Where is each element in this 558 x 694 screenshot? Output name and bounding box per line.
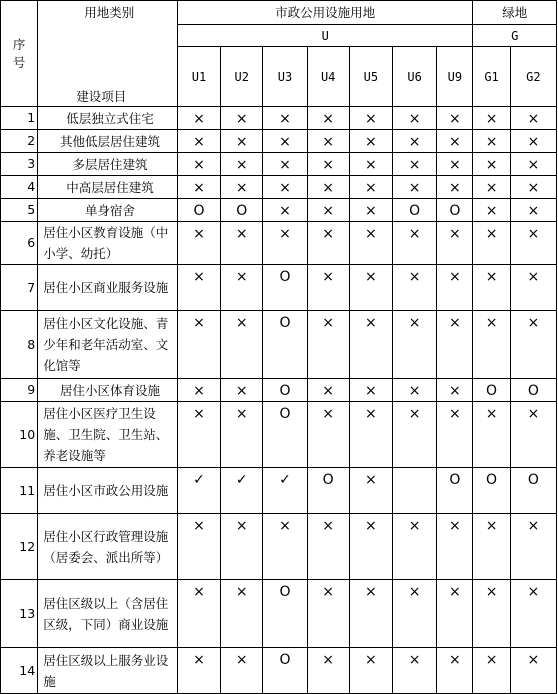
row-number: 8: [1, 311, 38, 379]
permission-mark: ×: [307, 222, 349, 265]
project-name: 居住区级以上服务业设施: [38, 648, 178, 694]
permission-mark: ×: [263, 514, 307, 580]
permission-mark: ×: [307, 402, 349, 468]
row-number: 2: [1, 130, 38, 153]
code-header: U6: [393, 47, 437, 107]
code-header: U3: [263, 47, 307, 107]
permission-mark: ×: [307, 648, 349, 694]
project-name: 其他低层居住建筑: [38, 130, 178, 153]
permission-mark: ×: [393, 514, 437, 580]
permission-mark: ×: [473, 265, 510, 311]
row-number: 6: [1, 222, 38, 265]
permission-mark: ×: [437, 176, 473, 199]
row-number: 5: [1, 199, 38, 222]
permission-mark: O: [263, 379, 307, 402]
project-name: 居住区级以上（含居住区级，下同）商业设施: [38, 580, 178, 648]
permission-mark: ×: [473, 130, 510, 153]
permission-mark: O: [263, 648, 307, 694]
permission-mark: ×: [349, 222, 392, 265]
permission-mark: O: [263, 311, 307, 379]
permission-mark: ×: [510, 514, 556, 580]
permission-mark: ×: [510, 176, 556, 199]
table-row: [1, 402, 557, 468]
permission-mark: O: [393, 199, 437, 222]
permission-mark: ×: [221, 648, 263, 694]
permission-mark: ×: [510, 311, 556, 379]
permission-mark: ×: [263, 199, 307, 222]
permission-mark: ×: [349, 199, 392, 222]
permission-mark: ×: [307, 580, 349, 648]
table-row: [1, 514, 557, 580]
permission-mark: O: [263, 580, 307, 648]
project-name: 中高层居住建筑: [38, 176, 178, 199]
permission-mark: ×: [221, 265, 263, 311]
permission-mark: ×: [437, 153, 473, 176]
permission-mark: ×: [349, 153, 392, 176]
permission-mark: ×: [393, 222, 437, 265]
row-number: 4: [1, 176, 38, 199]
project-name: 居住小区商业服务设施: [38, 265, 178, 311]
permission-mark: ×: [437, 130, 473, 153]
project-label: 建设项目: [76, 89, 127, 104]
permission-mark: ×: [473, 402, 510, 468]
permission-mark: ✓: [221, 468, 263, 514]
category-header: [38, 1, 178, 107]
permission-mark: ×: [510, 648, 556, 694]
permission-mark: ×: [221, 514, 263, 580]
permission-mark: ×: [221, 153, 263, 176]
table-row: [1, 222, 557, 265]
group-g-header: 绿地: [473, 1, 557, 25]
permission-mark: ×: [473, 199, 510, 222]
permission-mark: ×: [437, 514, 473, 580]
permission-mark: O: [307, 468, 349, 514]
row-number: 7: [1, 265, 38, 311]
permission-mark: ×: [393, 402, 437, 468]
permission-mark: ×: [307, 311, 349, 379]
permission-mark: ×: [437, 379, 473, 402]
land-type-label: 用地类别: [84, 5, 135, 20]
permission-mark: ×: [177, 580, 220, 648]
row-number: 11: [1, 468, 38, 514]
table-row: [1, 176, 557, 199]
permission-mark: ×: [307, 379, 349, 402]
permission-mark: ×: [221, 130, 263, 153]
table-row: [1, 379, 557, 402]
permission-mark: ×: [177, 107, 220, 130]
permission-mark: ×: [349, 176, 392, 199]
permission-mark: ×: [393, 580, 437, 648]
table-row: [1, 580, 557, 648]
project-name: 单身宿舍: [38, 199, 178, 222]
permission-mark: ×: [349, 379, 392, 402]
row-number: 1: [1, 107, 38, 130]
permission-mark: ×: [177, 265, 220, 311]
project-name: 低层独立式住宅: [38, 107, 178, 130]
permission-mark: ×: [349, 107, 392, 130]
permission-mark: ×: [177, 402, 220, 468]
table-row: [1, 468, 557, 514]
permission-mark: ×: [437, 402, 473, 468]
permission-mark: ×: [510, 107, 556, 130]
row-number: 14: [1, 648, 38, 694]
permission-mark: ×: [393, 379, 437, 402]
permission-mark: ×: [510, 153, 556, 176]
permission-mark: ×: [393, 176, 437, 199]
permission-mark: ×: [221, 402, 263, 468]
code-header: G2: [510, 47, 556, 107]
permission-mark: ×: [437, 648, 473, 694]
permission-mark: ×: [177, 222, 220, 265]
permission-mark: ×: [510, 130, 556, 153]
table-row: [1, 153, 557, 176]
permission-mark: ×: [263, 176, 307, 199]
row-number: 9: [1, 379, 38, 402]
code-header: U2: [221, 47, 263, 107]
permission-mark: ✓: [177, 468, 220, 514]
project-name: 居住小区医疗卫生设施、卫生院、卫生站、养老设施等: [38, 402, 178, 468]
row-number: 13: [1, 580, 38, 648]
permission-mark: O: [263, 402, 307, 468]
permission-mark: ×: [263, 107, 307, 130]
permission-mark: ×: [221, 379, 263, 402]
permission-mark: O: [510, 379, 556, 402]
permission-mark: ×: [177, 176, 220, 199]
permission-mark: ×: [349, 580, 392, 648]
permission-mark: ×: [473, 648, 510, 694]
permission-mark: O: [221, 199, 263, 222]
permission-mark: ×: [473, 580, 510, 648]
project-name: 多层居住建筑: [38, 153, 178, 176]
permission-mark: ×: [177, 379, 220, 402]
permission-mark: ×: [349, 311, 392, 379]
code-header: U9: [437, 47, 473, 107]
permission-mark: ×: [221, 222, 263, 265]
permission-mark: O: [473, 468, 510, 514]
permission-mark: ×: [437, 580, 473, 648]
permission-mark: ×: [437, 311, 473, 379]
permission-mark: ×: [393, 265, 437, 311]
permission-mark: ×: [263, 130, 307, 153]
permission-mark: ×: [349, 468, 392, 514]
permission-mark: ×: [473, 222, 510, 265]
code-header: U4: [307, 47, 349, 107]
permission-mark: ×: [177, 648, 220, 694]
code-header: G1: [473, 47, 510, 107]
permission-mark: ×: [307, 176, 349, 199]
table-row: [1, 107, 557, 130]
permission-mark: ×: [307, 130, 349, 153]
project-name: 居住小区体育设施: [38, 379, 178, 402]
permission-mark: ×: [349, 514, 392, 580]
code-g: G: [473, 25, 557, 47]
permission-mark: ×: [393, 648, 437, 694]
code-header: U1: [177, 47, 220, 107]
permission-mark: O: [263, 265, 307, 311]
permission-mark: ×: [177, 514, 220, 580]
permission-mark: ×: [393, 107, 437, 130]
permission-mark: ×: [473, 176, 510, 199]
code-u: U: [177, 25, 473, 47]
row-number: 12: [1, 514, 38, 580]
table-row: [1, 265, 557, 311]
table-row: [1, 130, 557, 153]
permission-mark: O: [510, 468, 556, 514]
row-number: 10: [1, 402, 38, 468]
permission-mark: ×: [263, 153, 307, 176]
permission-mark: ×: [393, 130, 437, 153]
permission-mark: ×: [177, 153, 220, 176]
permission-mark: ✓: [263, 468, 307, 514]
table-row: [1, 199, 557, 222]
seq-header: 序 号: [1, 1, 38, 107]
permission-mark: ×: [473, 311, 510, 379]
permission-mark: ×: [177, 311, 220, 379]
permission-mark: ×: [263, 222, 307, 265]
row-number: 3: [1, 153, 38, 176]
permission-mark: ×: [393, 153, 437, 176]
permission-mark: ×: [510, 402, 556, 468]
permission-mark: ×: [307, 265, 349, 311]
project-name: 居住小区行政管理设施（居委会、派出所等）: [38, 514, 178, 580]
permission-mark: ×: [510, 199, 556, 222]
permission-mark: ×: [307, 199, 349, 222]
permission-mark: ×: [473, 514, 510, 580]
permission-mark: ×: [437, 222, 473, 265]
permission-mark: O: [177, 199, 220, 222]
permission-mark: ×: [307, 107, 349, 130]
permission-mark: ×: [437, 107, 473, 130]
permission-mark: ×: [510, 265, 556, 311]
permission-mark: ×: [349, 402, 392, 468]
code-header: U5: [349, 47, 392, 107]
permission-mark: ×: [349, 648, 392, 694]
permission-mark: O: [437, 468, 473, 514]
permission-mark: ×: [307, 153, 349, 176]
permission-mark: ×: [307, 514, 349, 580]
permission-mark: ×: [221, 311, 263, 379]
permission-mark: ×: [393, 311, 437, 379]
permission-mark: ×: [473, 107, 510, 130]
permission-mark: [393, 468, 437, 514]
permission-mark: ×: [437, 265, 473, 311]
permission-mark: O: [437, 199, 473, 222]
project-name: 居住小区市政公用设施: [38, 468, 178, 514]
permission-mark: ×: [221, 176, 263, 199]
permission-mark: ×: [221, 580, 263, 648]
permission-mark: ×: [349, 130, 392, 153]
project-name: 居住小区教育设施（中小学、幼托）: [38, 222, 178, 265]
permission-mark: ×: [473, 153, 510, 176]
table-row: [1, 648, 557, 694]
project-name: 居住小区文化设施、青少年和老年活动室、文化馆等: [38, 311, 178, 379]
permission-mark: ×: [177, 130, 220, 153]
permission-mark: ×: [510, 222, 556, 265]
group-u-header: 市政公用设施用地: [177, 1, 473, 25]
table-row: [1, 311, 557, 379]
permission-mark: ×: [349, 265, 392, 311]
permission-mark: ×: [221, 107, 263, 130]
permission-mark: O: [473, 379, 510, 402]
permission-mark: ×: [510, 580, 556, 648]
